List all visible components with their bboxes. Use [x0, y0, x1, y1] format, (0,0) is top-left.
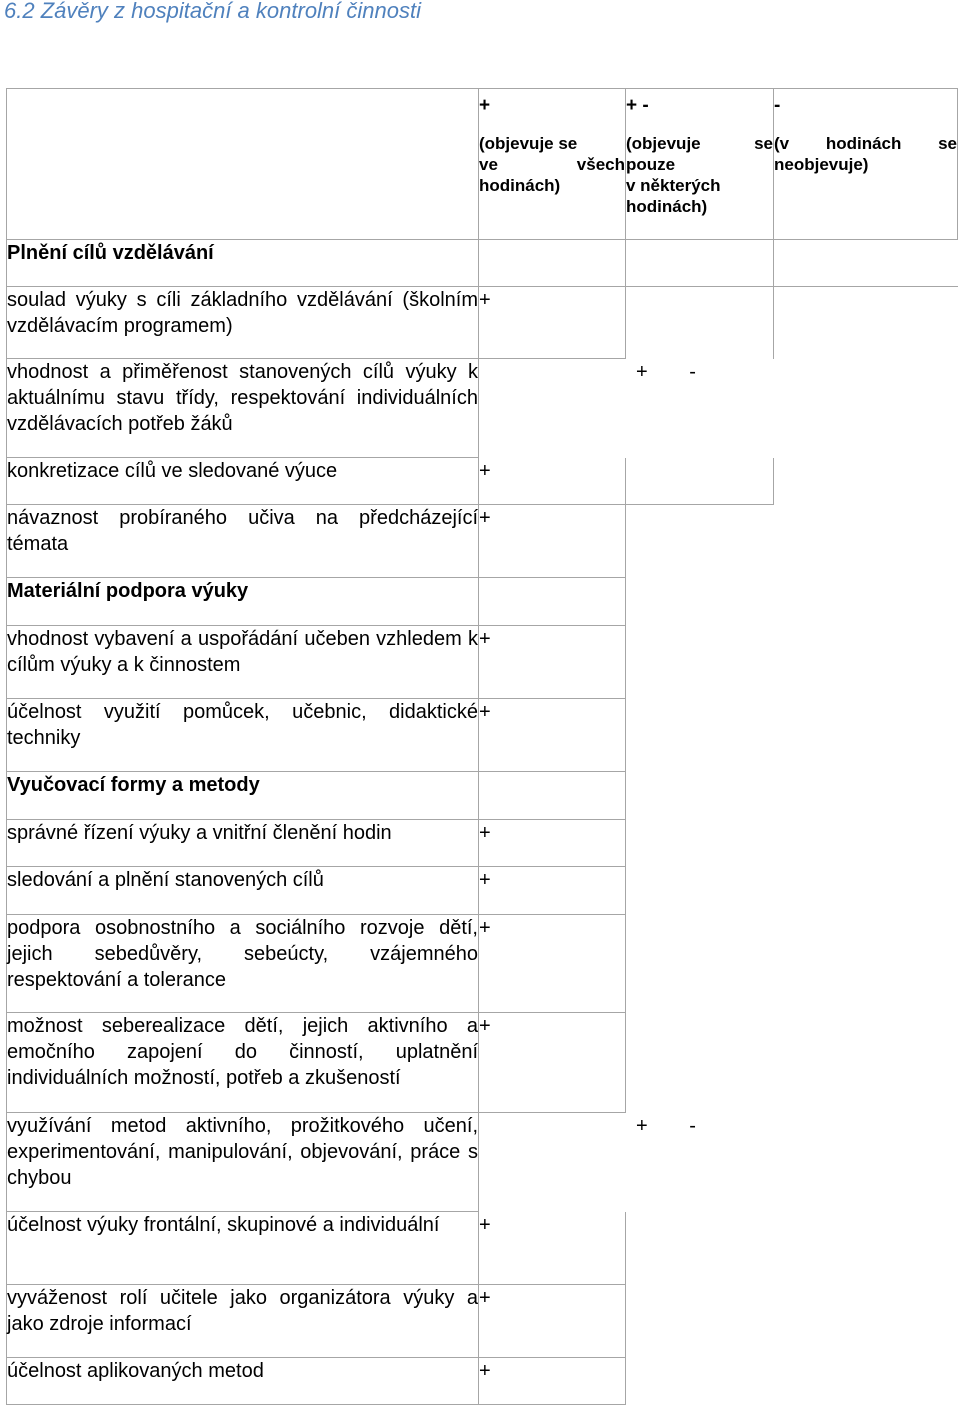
header-line-text: (v hodinách se: [774, 134, 957, 153]
criterion-label: soulad výuky s cíli základního vzdělávání (školním vzdělávacím programem): [7, 287, 479, 359]
empty-cell: [774, 867, 958, 915]
header-line-text: (objevuje se: [479, 134, 578, 153]
section-title: Vyučovací formy a metody: [7, 772, 479, 820]
criterion-row: [7, 867, 958, 915]
criterion-row: [7, 699, 958, 772]
criterion-label: možnost seberealizace dětí, jejich aktivního a emočního zapojení do činností, uplatnění individuálních možností, potřeb a zkušeností: [7, 1013, 479, 1113]
rating-mark: +: [479, 1013, 626, 1113]
empty-cell: [626, 287, 774, 359]
rating-mark: + -: [636, 1115, 696, 1137]
header-description: [774, 133, 957, 175]
empty-cell: [774, 1358, 958, 1405]
empty-cell: [774, 359, 958, 458]
rating-mark: +: [479, 505, 626, 578]
header-line: [626, 196, 773, 217]
header-line-text: ve všech: [479, 155, 625, 174]
header-symbol: +: [479, 95, 491, 116]
section-heading: 6.2 Závěry z hospitační a kontrolní činnosti: [4, 0, 421, 23]
header-line-text: hodinách): [626, 197, 708, 216]
header-symbol: + -: [626, 95, 649, 116]
header-cell-plus-minus: [626, 89, 774, 240]
empty-cell: [626, 578, 774, 626]
criterion-row: [7, 1285, 958, 1358]
section-row: [7, 240, 958, 287]
header-line: [479, 175, 625, 196]
empty-cell: [479, 240, 626, 287]
empty-cell: [626, 458, 774, 505]
header-line-text: hodinách): [479, 176, 561, 195]
header-cell-minus: [774, 89, 958, 240]
header-cell-plus: [479, 89, 626, 240]
rating-mark: + -: [636, 361, 696, 383]
empty-cell: [626, 772, 774, 820]
rating-mark: +: [479, 1212, 626, 1285]
empty-cell: [479, 1113, 626, 1212]
header-line: [626, 133, 773, 154]
empty-cell: [774, 1212, 958, 1285]
rating-mark: +: [479, 1285, 626, 1358]
criterion-row: [7, 359, 958, 458]
header-line: [479, 133, 625, 154]
header-line-text: v některých: [626, 176, 721, 195]
criterion-row: [7, 458, 958, 505]
empty-cell: [774, 578, 958, 626]
criterion-label: účelnost výuky frontální, skupinové a individuální: [7, 1212, 479, 1285]
header-line: [479, 154, 625, 175]
header-line-text: pouze: [626, 155, 676, 174]
empty-cell: [626, 820, 774, 867]
empty-cell: [479, 578, 626, 626]
criterion-label: podpora osobnostního a sociálního rozvoje dětí, jejich sebedůvěry, sebeúcty, vzájemného respektování a tolerance: [7, 915, 479, 1013]
criterion-row: [7, 626, 958, 699]
header-line: [626, 154, 773, 175]
empty-cell: [774, 458, 958, 505]
header-line-text: (objevuje se: [626, 134, 773, 153]
empty-cell: [774, 1113, 958, 1212]
criterion-label: využívání metod aktivního, prožitkového učení, experimentování, manipulování, objevování, práce s chybou: [7, 1113, 479, 1212]
empty-cell: [626, 240, 774, 287]
empty-cell: [774, 772, 958, 820]
empty-cell: [774, 240, 958, 287]
header-line: [774, 154, 957, 175]
section-title: Plnění cílů vzdělávání: [7, 240, 479, 287]
empty-cell: [626, 1212, 774, 1285]
evaluation-table: [6, 88, 958, 1405]
rating-mark: +: [479, 699, 626, 772]
criterion-label: vhodnost vybavení a uspořádání učeben vzhledem k cílům výuky a k činnostem: [7, 626, 479, 699]
empty-cell: [774, 820, 958, 867]
empty-cell: [774, 915, 958, 1013]
criterion-row: [7, 1113, 958, 1212]
criterion-label: návaznost probíraného učiva na předcházející témata: [7, 505, 479, 578]
header-blank-cell: [7, 89, 479, 240]
rating-mark: +: [479, 287, 626, 359]
empty-cell: [774, 699, 958, 772]
empty-cell: [626, 626, 774, 699]
empty-cell: [774, 287, 958, 359]
empty-cell: [479, 359, 626, 458]
header-row: [7, 89, 958, 240]
criterion-row: [7, 1013, 958, 1113]
criterion-label: sledování a plnění stanovených cílů: [7, 867, 479, 915]
rating-mark: +: [479, 867, 626, 915]
criterion-label: vyváženost rolí učitele jako organizátora výuky a jako zdroje informací: [7, 1285, 479, 1358]
empty-cell: [626, 1358, 774, 1405]
criterion-label: účelnost využití pomůcek, učebnic, didaktické techniky: [7, 699, 479, 772]
empty-cell: [626, 867, 774, 915]
header-description: [479, 133, 625, 196]
empty-cell: [626, 699, 774, 772]
section-title: Materiální podpora výuky: [7, 578, 479, 626]
rating-mark: +: [479, 820, 626, 867]
criterion-label: konkretizace cílů ve sledované výuce: [7, 458, 479, 505]
empty-cell: [626, 915, 774, 1013]
criterion-row: [7, 820, 958, 867]
header-line: [626, 175, 773, 196]
empty-cell: [774, 1013, 958, 1113]
empty-cell: [774, 626, 958, 699]
criterion-row: [7, 1212, 958, 1285]
criterion-row: [7, 287, 958, 359]
criterion-row: [7, 505, 958, 578]
section-row: [7, 578, 958, 626]
rating-mark: +: [479, 915, 626, 1013]
rating-mark: +: [479, 1358, 626, 1405]
criterion-label: vhodnost a přiměřenost stanovených cílů výuky k aktuálnímu stavu třídy, respektování individuálních vzdělávacích potřeb žáků: [7, 359, 479, 458]
empty-cell: [626, 505, 774, 578]
criterion-label: správné řízení výuky a vnitřní členění hodin: [7, 820, 479, 867]
empty-cell: [774, 505, 958, 578]
header-description: [626, 133, 773, 217]
empty-cell: [479, 772, 626, 820]
section-row: [7, 772, 958, 820]
criterion-label: účelnost aplikovaných metod: [7, 1358, 479, 1405]
rating-mark: +: [479, 626, 626, 699]
empty-cell: [774, 1285, 958, 1358]
rating-mark: +: [479, 458, 626, 505]
header-symbol: -: [774, 95, 781, 116]
criterion-row: [7, 915, 958, 1013]
header-line-text: neobjevuje): [774, 155, 869, 174]
empty-cell: [626, 1285, 774, 1358]
empty-cell: [626, 1013, 774, 1113]
header-line: [774, 133, 957, 154]
criterion-row: [7, 1358, 958, 1405]
